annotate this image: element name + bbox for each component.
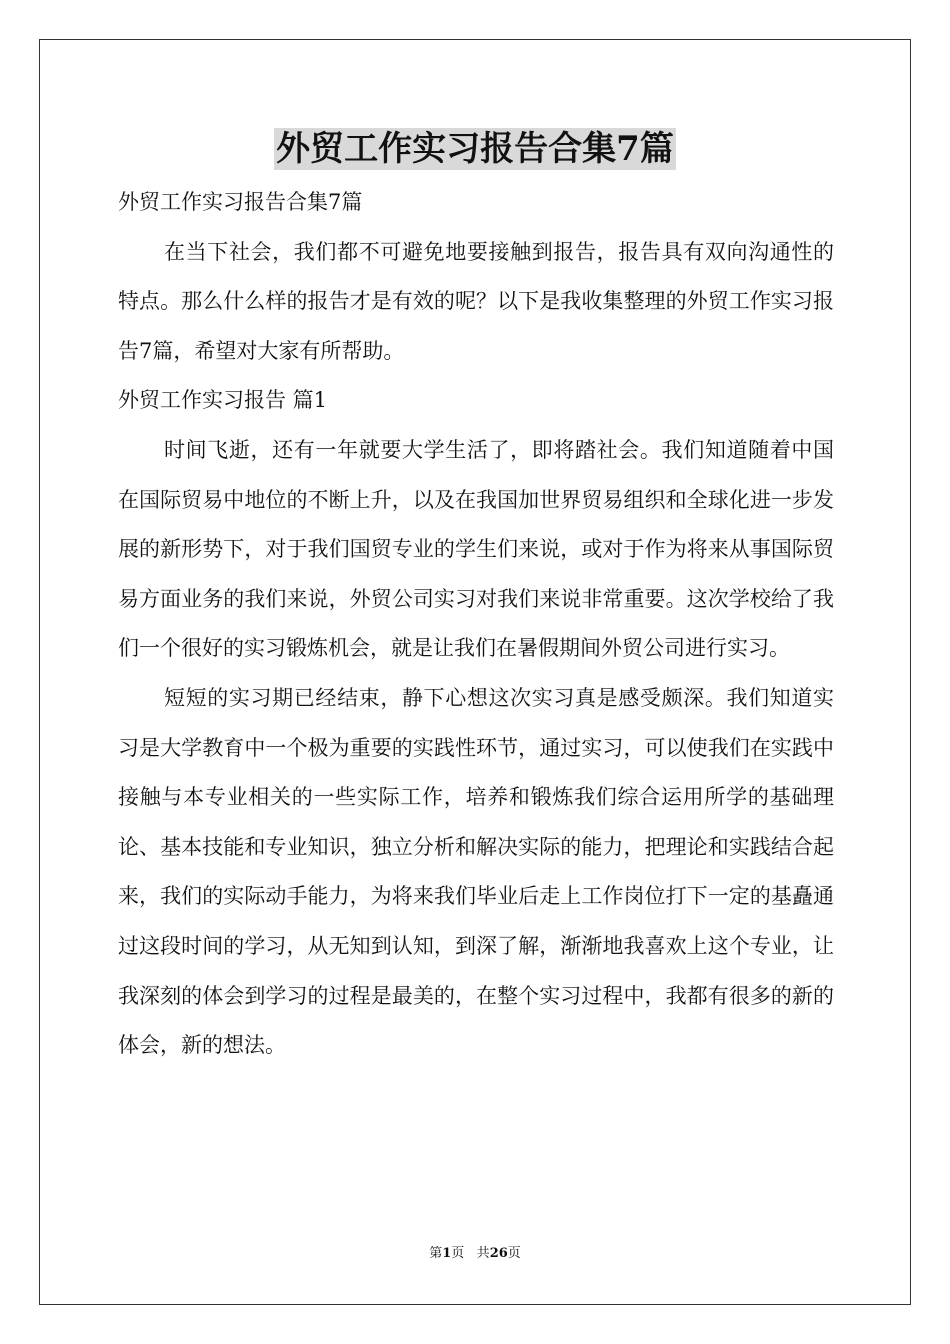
page-total: 26 <box>489 1246 508 1261</box>
page-prefix: 第 <box>429 1246 443 1261</box>
body-paragraph: 短短的实习期已经结束，静下心想这次实习真是感受颇深。我们知道实习是大学教育中一个极为重要的实践性环节，通过实习，可以使我们在实践中接触与本专业相关的一些实际工作，培养和锻炼我们综合运用所学的基础理论、基本技能和专业知识，独立分析和解决实际的能力，把理论和实践结合起来，我们的实际动手能力，为将来我们毕业后走上工作岗位打下一定的基矗通过这段时间的学习，从无知到认知，到深了解，渐渐地我喜欢上这个专业，让我深刻的体会到学习的过程是最美的，在整个实习过程中，我都有很多的新的体会，新的想法。 <box>118 685 834 1058</box>
section-heading: 外贸工作实习报告 篇1 <box>118 388 328 413</box>
document-title: 外贸工作实习报告合集7篇 <box>276 129 674 169</box>
page-footer <box>0 1244 950 1264</box>
page-unit: 页 <box>451 1246 465 1261</box>
total-prefix: 共 <box>476 1246 490 1261</box>
intro-paragraph: 在当下社会，我们都不可避免地要接触到报告，报告具有双向沟通性的特点。那么什么样的报告才是有效的呢？以下是我收集整理的外贸工作实习报告7篇，希望对大家有所帮助。 <box>118 239 834 363</box>
page-current: 1 <box>442 1246 452 1261</box>
title-container <box>0 128 950 170</box>
document-subtitle: 外贸工作实习报告合集7篇 <box>118 190 363 214</box>
total-unit: 页 <box>507 1246 521 1261</box>
body-paragraph: 时间飞逝，还有一年就要大学生活了，即将踏社会。我们知道随着中国在国际贸易中地位的不断上升，以及在我国加世界贸易组织和全球化进一步发展的新形势下，对于我们国贸专业的学生们来说，或对于作为将来从事国际贸易方面业务的我们来说，外贸公司实习对我们来说非常重要。这次学校给了我们一个很好的实习锻炼机会，就是让我们在暑假期间外贸公司进行实习。 <box>118 437 834 661</box>
document-body <box>118 178 834 1071</box>
